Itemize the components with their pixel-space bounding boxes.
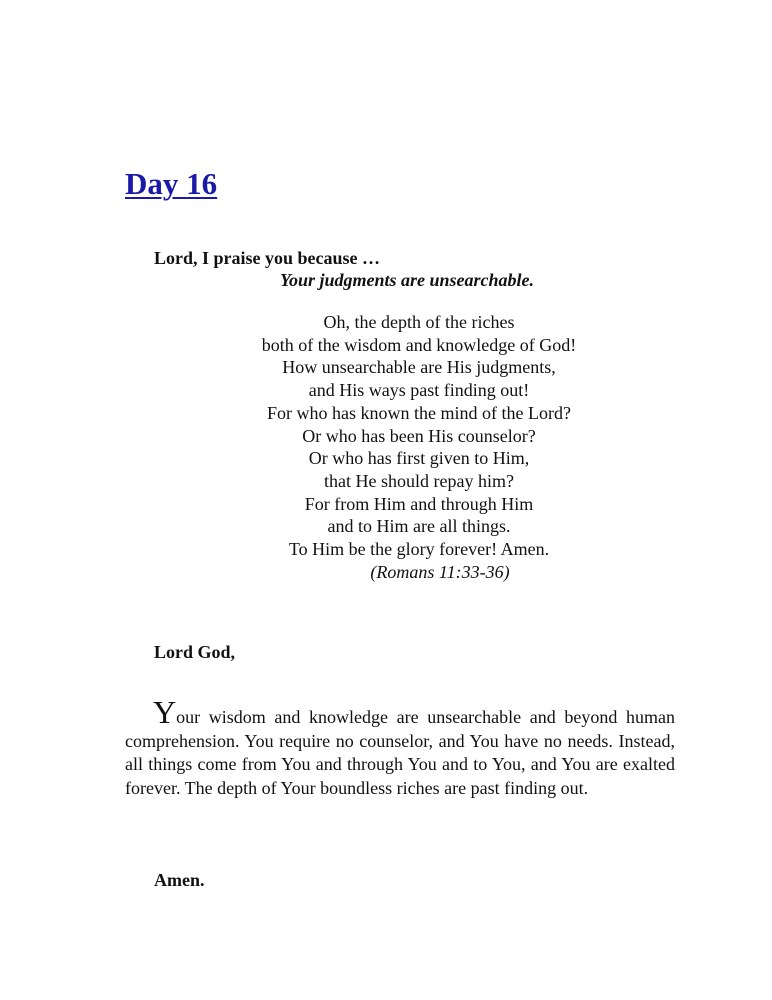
scripture-line: that He should repay him? [324,470,514,491]
prayer-salutation: Lord God, [154,642,236,662]
scripture-line: Oh, the depth of the riches [323,312,515,332]
prayer-body-text: our wisdom and knowledge are unsearchable and beyond human comprehension. You require no counselor, and You have no needs. Instead, all things come from You and through You and to You, and You are exalted forever. The depth of Your boundless riches are past finding out. [125,707,675,799]
scripture-line: both of the wisdom and knowledge of God! [261,334,577,355]
scripture-line: How unsearchable are His judgments, [282,357,556,378]
praise-attribute: Your judgments are unsearchable. [280,270,535,290]
prayer-initial-letter: Y [153,694,177,730]
scripture-line: and His ways past finding out! [308,380,530,401]
scripture-line: Or who has first given to Him, [308,448,530,469]
scripture-reference: (Romans 11:33-36) [370,561,510,582]
praise-intro: Lord, I praise you because … [154,248,381,268]
scripture-line: Or who has been His counselor? [302,425,536,446]
scripture-passage [180,311,658,583]
scripture-line: For from Him and through Him [304,493,534,514]
scripture-line: and to Him are all things. [327,516,511,537]
prayer-closing: Amen. [154,870,205,890]
day-title-link[interactable]: Day 16 [125,166,218,201]
prayer-body [125,694,675,801]
scripture-line: For who has known the mind of the Lord? [267,402,571,423]
scripture-line: To Him be the glory forever! Amen. [288,539,550,560]
